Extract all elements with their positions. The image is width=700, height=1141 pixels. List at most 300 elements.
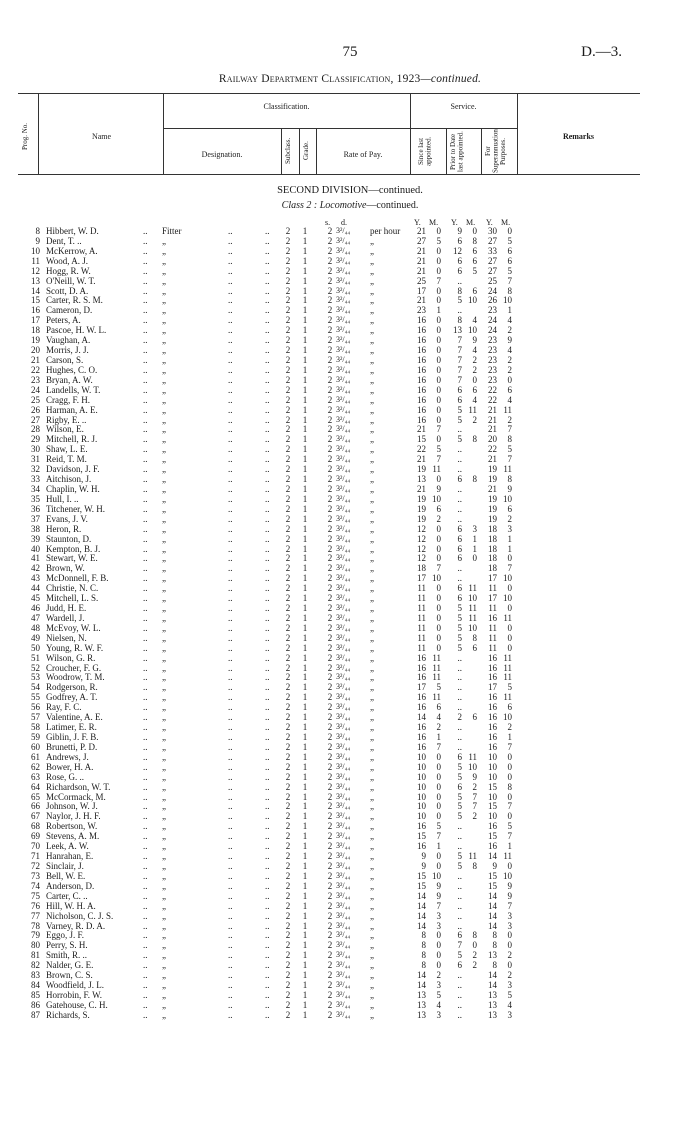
subclass-cell: 2 — [285, 662, 291, 673]
rate-pence-cell: 3²/₄₄ — [336, 980, 351, 990]
prior-years-cell: .. — [457, 563, 462, 574]
unit-prior-months: M. — [466, 218, 476, 227]
prior-years-cell: 5 — [457, 761, 462, 772]
grade-cell: 1 — [302, 900, 308, 911]
super-years-cell: 21 — [488, 414, 497, 425]
subclass-cell: 2 — [285, 821, 291, 832]
designation-cell: „ — [162, 741, 166, 752]
subclass-cell: 2 — [285, 275, 291, 286]
super-years-cell: 9 — [492, 861, 497, 871]
grade-cell: 1 — [302, 593, 308, 604]
leader-dots: .. — [228, 920, 233, 931]
designation-cell: „ — [162, 880, 166, 891]
leader-dots: .. — [143, 771, 148, 782]
name-cell: McDonnell, F. B. — [46, 573, 109, 584]
leader-dots: .. — [228, 722, 233, 733]
name-cell: Judd, H. E. — [46, 603, 87, 614]
leader-dots: .. — [228, 513, 233, 524]
rate-unit-cell: „ — [370, 989, 374, 1000]
super-years-cell: 15 — [488, 801, 497, 812]
prog-no-cell: 83 — [31, 970, 40, 981]
prog-no-cell: 82 — [31, 960, 40, 971]
since-months-cell: 2 — [436, 513, 441, 524]
designation-cell: „ — [162, 464, 166, 475]
prior-months-cell: 7 — [472, 791, 477, 802]
document-reference: D.—3. — [581, 44, 622, 60]
super-months-cell: 0 — [507, 811, 512, 822]
designation-cell: „ — [162, 672, 166, 683]
grade-cell: 1 — [302, 890, 308, 901]
since-years-cell: 16 — [417, 732, 426, 743]
grade-cell: 1 — [302, 384, 308, 395]
since-months-cell: 5 — [436, 989, 441, 1000]
grade-cell: 1 — [302, 414, 308, 425]
prog-no-cell: 21 — [31, 354, 40, 365]
leader-dots: .. — [265, 305, 270, 316]
rate-unit-cell: „ — [370, 444, 374, 455]
since-months-cell: 0 — [436, 791, 441, 802]
rate-pence-cell: 3²/₄₄ — [336, 523, 351, 533]
prog-no-cell: 33 — [31, 474, 40, 485]
prior-years-cell: .. — [457, 692, 462, 703]
rate-pence-cell: 3²/₄₄ — [336, 444, 351, 454]
prior-years-cell: 6 — [457, 523, 462, 534]
header-rate: Rate of Pay. — [343, 150, 383, 159]
leader-dots: .. — [228, 335, 233, 346]
prog-no-cell: 44 — [31, 583, 40, 594]
leader-dots: .. — [265, 493, 270, 504]
name-cell: Sinclair, J. — [46, 861, 84, 871]
designation-cell: „ — [162, 533, 166, 544]
leader-dots: .. — [265, 980, 270, 991]
leader-dots: .. — [265, 255, 270, 266]
leader-dots: .. — [143, 920, 148, 931]
leader-dots: .. — [228, 245, 233, 256]
prior-months-cell: 8 — [472, 474, 477, 485]
since-months-cell: 0 — [436, 404, 441, 415]
leader-dots: .. — [265, 900, 270, 911]
super-years-cell: 13 — [488, 999, 497, 1010]
name-cell: Nielsen, N. — [46, 632, 87, 643]
subclass-cell: 2 — [285, 315, 291, 326]
table-row — [0, 742, 700, 752]
rate-unit-cell: „ — [370, 424, 374, 435]
name-cell: Carter, R. S. M. — [46, 295, 103, 306]
since-years-cell: 15 — [417, 880, 426, 891]
rate-unit-cell: „ — [370, 513, 374, 524]
subclass-cell: 2 — [285, 890, 291, 901]
super-months-cell: 0 — [507, 930, 512, 941]
prog-no-cell: 38 — [31, 523, 40, 534]
rate-pence-cell: 3²/₄₄ — [336, 394, 351, 404]
prior-months-cell: 11 — [468, 851, 477, 862]
grade-cell: 1 — [302, 861, 308, 871]
rate-shillings-cell: 2 — [327, 880, 333, 891]
rate-pence-cell: 3²/₄₄ — [336, 821, 351, 831]
leader-dots: .. — [143, 464, 148, 475]
prior-years-cell: .. — [457, 682, 462, 693]
rate-pence-cell: 3²/₄₄ — [336, 652, 351, 662]
leader-dots: .. — [228, 364, 233, 375]
rate-shillings-cell: 2 — [327, 801, 333, 812]
super-years-cell: 8 — [492, 940, 497, 951]
rate-pence-cell: 3²/₄₄ — [336, 563, 351, 573]
rate-shillings-cell: 2 — [327, 970, 333, 981]
since-months-cell: 0 — [436, 553, 441, 564]
leader-dots: .. — [143, 811, 148, 822]
since-years-cell: 16 — [417, 741, 426, 752]
super-months-cell: 0 — [507, 761, 512, 772]
leader-dots: .. — [143, 999, 148, 1010]
name-cell: Landells, W. T. — [46, 384, 101, 395]
prior-years-cell: .. — [457, 910, 462, 921]
prior-years-cell: 6 — [457, 960, 462, 971]
since-months-cell: 7 — [436, 831, 441, 842]
name-cell: Rodgerson, R. — [46, 682, 98, 693]
subclass-cell: 2 — [285, 791, 291, 802]
rate-shillings-cell: 2 — [327, 692, 333, 703]
leader-dots: .. — [265, 771, 270, 782]
rate-shillings-cell: 2 — [327, 394, 333, 405]
since-months-cell: 11 — [432, 464, 441, 475]
rate-pence-cell: 3²/₄₄ — [336, 414, 351, 424]
name-cell: Morris, J. J. — [46, 345, 89, 356]
table-row — [0, 583, 700, 593]
prior-years-cell: 8 — [457, 285, 462, 296]
leader-dots: .. — [143, 890, 148, 901]
super-years-cell: 14 — [488, 851, 497, 862]
since-months-cell: 7 — [436, 424, 441, 435]
rate-shillings-cell: 2 — [327, 682, 333, 693]
rate-shillings-cell: 2 — [327, 841, 333, 852]
super-years-cell: 10 — [488, 771, 497, 782]
rate-shillings-cell: 2 — [327, 335, 333, 346]
super-years-cell: 14 — [488, 900, 497, 911]
subclass-cell: 2 — [285, 513, 291, 524]
subclass-cell: 2 — [285, 741, 291, 752]
table-row — [0, 325, 700, 335]
subclass-cell: 2 — [285, 870, 291, 881]
rate-pence-cell: 3²/₄₄ — [336, 553, 351, 563]
leader-dots: .. — [143, 652, 148, 663]
subclass-cell: 2 — [285, 851, 291, 862]
since-months-cell: 9 — [436, 890, 441, 901]
rate-shillings-cell: 2 — [327, 930, 333, 941]
since-years-cell: 16 — [417, 374, 426, 385]
prog-no-cell: 20 — [31, 345, 40, 356]
prog-no-cell: 72 — [31, 861, 40, 871]
designation-cell: „ — [162, 652, 166, 663]
super-years-cell: 16 — [488, 702, 497, 713]
prior-years-cell: 6 — [457, 533, 462, 544]
subclass-cell: 2 — [285, 920, 291, 931]
since-years-cell: 21 — [417, 483, 426, 494]
prior-years-cell: 6 — [457, 255, 462, 266]
table-row — [0, 633, 700, 643]
super-years-cell: 11 — [488, 642, 497, 653]
super-months-cell: 11 — [503, 652, 512, 663]
rate-shillings-cell: 2 — [327, 424, 333, 435]
subclass-cell: 2 — [285, 980, 291, 991]
prog-no-cell: 81 — [31, 950, 40, 961]
prog-no-cell: 39 — [31, 533, 40, 544]
leader-dots: .. — [228, 374, 233, 385]
leader-dots: .. — [143, 821, 148, 832]
leader-dots: .. — [143, 374, 148, 385]
designation-cell: „ — [162, 970, 166, 981]
leader-dots: .. — [143, 702, 148, 713]
leader-dots: .. — [228, 642, 233, 653]
leader-dots: .. — [265, 732, 270, 743]
super-years-cell: 16 — [488, 692, 497, 703]
prog-no-cell: 65 — [31, 791, 40, 802]
name-cell: Bell, W. E. — [46, 870, 86, 881]
prior-years-cell: 13 — [453, 325, 462, 336]
leader-dots: .. — [143, 513, 148, 524]
rate-unit-cell: „ — [370, 811, 374, 822]
super-months-cell: 1 — [507, 841, 512, 852]
grade-cell: 1 — [302, 325, 308, 336]
since-months-cell: 0 — [436, 354, 441, 365]
name-cell: Reid, T. M. — [46, 454, 87, 465]
prog-no-cell: 40 — [31, 543, 40, 554]
prior-years-cell: .. — [457, 454, 462, 465]
rate-shillings-cell: 2 — [327, 722, 333, 733]
rate-unit-cell: „ — [370, 235, 374, 246]
leader-dots: .. — [143, 404, 148, 415]
table-row — [0, 256, 700, 266]
designation-cell: „ — [162, 980, 166, 991]
since-years-cell: 13 — [417, 474, 426, 485]
designation-cell: „ — [162, 474, 166, 485]
rate-shillings-cell: 2 — [327, 384, 333, 395]
designation-cell: „ — [162, 870, 166, 881]
leader-dots: .. — [265, 384, 270, 395]
since-years-cell: 12 — [417, 533, 426, 544]
rate-unit-cell: „ — [370, 434, 374, 445]
prog-no-cell: 58 — [31, 722, 40, 733]
name-cell: Croucher, F. G. — [46, 662, 102, 673]
table-row — [0, 980, 700, 990]
designation-cell: „ — [162, 702, 166, 713]
super-months-cell: 11 — [503, 672, 512, 683]
super-months-cell: 2 — [507, 970, 512, 981]
subclass-cell: 2 — [285, 632, 291, 643]
prior-years-cell: .. — [457, 444, 462, 455]
subclass-cell: 2 — [285, 930, 291, 941]
rate-unit-cell: „ — [370, 345, 374, 356]
prior-months-cell: 11 — [468, 612, 477, 623]
name-cell: Godfrey, A. T. — [46, 692, 98, 703]
rate-pence-cell: 3²/₄₄ — [336, 930, 351, 940]
prior-months-cell: 6 — [472, 712, 477, 723]
name-cell: Leek, A. W. — [46, 841, 89, 852]
since-years-cell: 10 — [417, 771, 426, 782]
designation-cell: „ — [162, 1009, 166, 1020]
leader-dots: .. — [228, 583, 233, 594]
since-months-cell: 5 — [436, 444, 441, 455]
since-months-cell: 0 — [436, 612, 441, 623]
since-months-cell: 0 — [436, 851, 441, 862]
grade-cell: 1 — [302, 970, 308, 981]
grade-cell: 1 — [302, 265, 308, 276]
designation-cell: „ — [162, 642, 166, 653]
prior-years-cell: .. — [457, 880, 462, 891]
leader-dots: .. — [265, 672, 270, 683]
prior-years-cell: 5 — [457, 801, 462, 812]
prior-years-cell: 5 — [457, 861, 462, 871]
super-months-cell: 11 — [503, 851, 512, 862]
super-months-cell: 8 — [507, 781, 512, 792]
grade-cell: 1 — [302, 543, 308, 554]
rate-shillings-cell: 2 — [327, 583, 333, 594]
name-cell: Hull, I. .. — [46, 493, 79, 504]
table-row — [0, 1000, 700, 1010]
prior-years-cell: .. — [457, 573, 462, 584]
since-years-cell: 21 — [417, 454, 426, 465]
rate-pence-cell: 3²/₄₄ — [336, 374, 351, 384]
prior-years-cell: .. — [457, 732, 462, 743]
prior-months-cell: 8 — [472, 930, 477, 941]
leader-dots: .. — [265, 960, 270, 971]
super-years-cell: 14 — [488, 890, 497, 901]
section-class-label: Class 2 : Locomotive — [281, 200, 367, 211]
super-months-cell: 11 — [503, 662, 512, 673]
table-row — [0, 732, 700, 742]
leader-dots: .. — [265, 761, 270, 772]
rate-unit-cell: „ — [370, 503, 374, 514]
rate-unit-cell: „ — [370, 791, 374, 802]
since-months-cell: 11 — [432, 652, 441, 663]
prog-no-cell: 66 — [31, 801, 40, 812]
subclass-cell: 2 — [285, 682, 291, 693]
super-years-cell: 16 — [488, 712, 497, 723]
prior-years-cell: 6 — [457, 235, 462, 246]
rate-shillings-cell: 2 — [327, 593, 333, 604]
leader-dots: .. — [143, 910, 148, 921]
prior-months-cell: 11 — [468, 404, 477, 415]
super-months-cell: 5 — [507, 989, 512, 1000]
grade-cell: 1 — [302, 573, 308, 584]
leader-dots: .. — [228, 384, 233, 395]
table-row — [0, 464, 700, 474]
rate-pence-cell: 3²/₄₄ — [336, 950, 351, 960]
since-years-cell: 8 — [421, 940, 426, 951]
prog-no-cell: 76 — [31, 900, 40, 911]
since-months-cell: 3 — [436, 910, 441, 921]
prior-years-cell: .. — [457, 503, 462, 514]
prior-years-cell: 7 — [457, 940, 462, 951]
leader-dots: .. — [265, 523, 270, 534]
leader-dots: .. — [228, 672, 233, 683]
leader-dots: .. — [228, 543, 233, 554]
prior-months-cell: 1 — [472, 543, 477, 554]
since-years-cell: 12 — [417, 553, 426, 564]
super-years-cell: 18 — [488, 553, 497, 564]
rate-unit-cell: „ — [370, 573, 374, 584]
designation-cell: „ — [162, 791, 166, 802]
table-row — [0, 504, 700, 514]
subclass-cell: 2 — [285, 345, 291, 356]
rate-pence-cell: 3²/₄₄ — [336, 702, 351, 712]
subclass-cell: 2 — [285, 622, 291, 633]
leader-dots: .. — [143, 632, 148, 643]
leader-dots: .. — [143, 325, 148, 336]
super-years-cell: 10 — [488, 761, 497, 772]
super-months-cell: 0 — [507, 771, 512, 782]
super-months-cell: 10 — [503, 712, 512, 723]
rate-pence-cell: 3²/₄₄ — [336, 285, 351, 295]
designation-cell: „ — [162, 593, 166, 604]
grade-cell: 1 — [302, 662, 308, 673]
designation-cell: „ — [162, 265, 166, 276]
rate-unit-cell: „ — [370, 672, 374, 683]
super-months-cell: 3 — [507, 980, 512, 991]
super-years-cell: 22 — [488, 394, 497, 405]
title-suffix: —continued. — [420, 73, 482, 85]
super-years-cell: 19 — [488, 474, 497, 485]
rate-shillings-cell: 2 — [327, 1009, 333, 1020]
subclass-cell: 2 — [285, 384, 291, 395]
table-row — [0, 653, 700, 663]
name-cell: Stevens, A. M. — [46, 831, 100, 842]
leader-dots: .. — [143, 980, 148, 991]
prog-no-cell: 86 — [31, 999, 40, 1010]
designation-cell: „ — [162, 801, 166, 812]
prog-no-cell: 69 — [31, 831, 40, 842]
rate-shillings-cell: 2 — [327, 404, 333, 415]
since-years-cell: 12 — [417, 543, 426, 554]
leader-dots: .. — [143, 493, 148, 504]
since-years-cell: 21 — [417, 295, 426, 306]
subclass-cell: 2 — [285, 811, 291, 822]
designation-cell: „ — [162, 483, 166, 494]
leader-dots: .. — [265, 583, 270, 594]
grade-cell: 1 — [302, 920, 308, 931]
rate-unit-cell: „ — [370, 880, 374, 891]
since-years-cell: 17 — [417, 285, 426, 296]
subclass-cell: 2 — [285, 781, 291, 792]
leader-dots: .. — [265, 374, 270, 385]
leader-dots: .. — [265, 970, 270, 981]
prog-no-cell: 61 — [31, 751, 40, 762]
subclass-cell: 2 — [285, 374, 291, 385]
super-months-cell: 10 — [503, 573, 512, 584]
rate-shillings-cell: 2 — [327, 960, 333, 971]
subclass-cell: 2 — [285, 989, 291, 1000]
designation-cell: „ — [162, 434, 166, 445]
since-years-cell: 11 — [417, 583, 426, 594]
rate-shillings-cell: 2 — [327, 900, 333, 911]
rate-pence-cell: 3²/₄₄ — [336, 483, 351, 493]
prog-no-cell: 67 — [31, 811, 40, 822]
super-years-cell: 23 — [488, 374, 497, 385]
leader-dots: .. — [265, 612, 270, 623]
grade-cell: 1 — [302, 801, 308, 812]
leader-dots: .. — [265, 851, 270, 862]
leader-dots: .. — [143, 642, 148, 653]
leader-dots: .. — [265, 811, 270, 822]
prior-months-cell: 11 — [468, 583, 477, 594]
prior-years-cell: .. — [457, 741, 462, 752]
designation-cell: „ — [162, 245, 166, 256]
since-years-cell: 19 — [417, 493, 426, 504]
designation-cell: „ — [162, 255, 166, 266]
prog-no-cell: 55 — [31, 692, 40, 703]
subclass-cell: 2 — [285, 771, 291, 782]
leader-dots: .. — [143, 345, 148, 356]
super-years-cell: 15 — [488, 781, 497, 792]
